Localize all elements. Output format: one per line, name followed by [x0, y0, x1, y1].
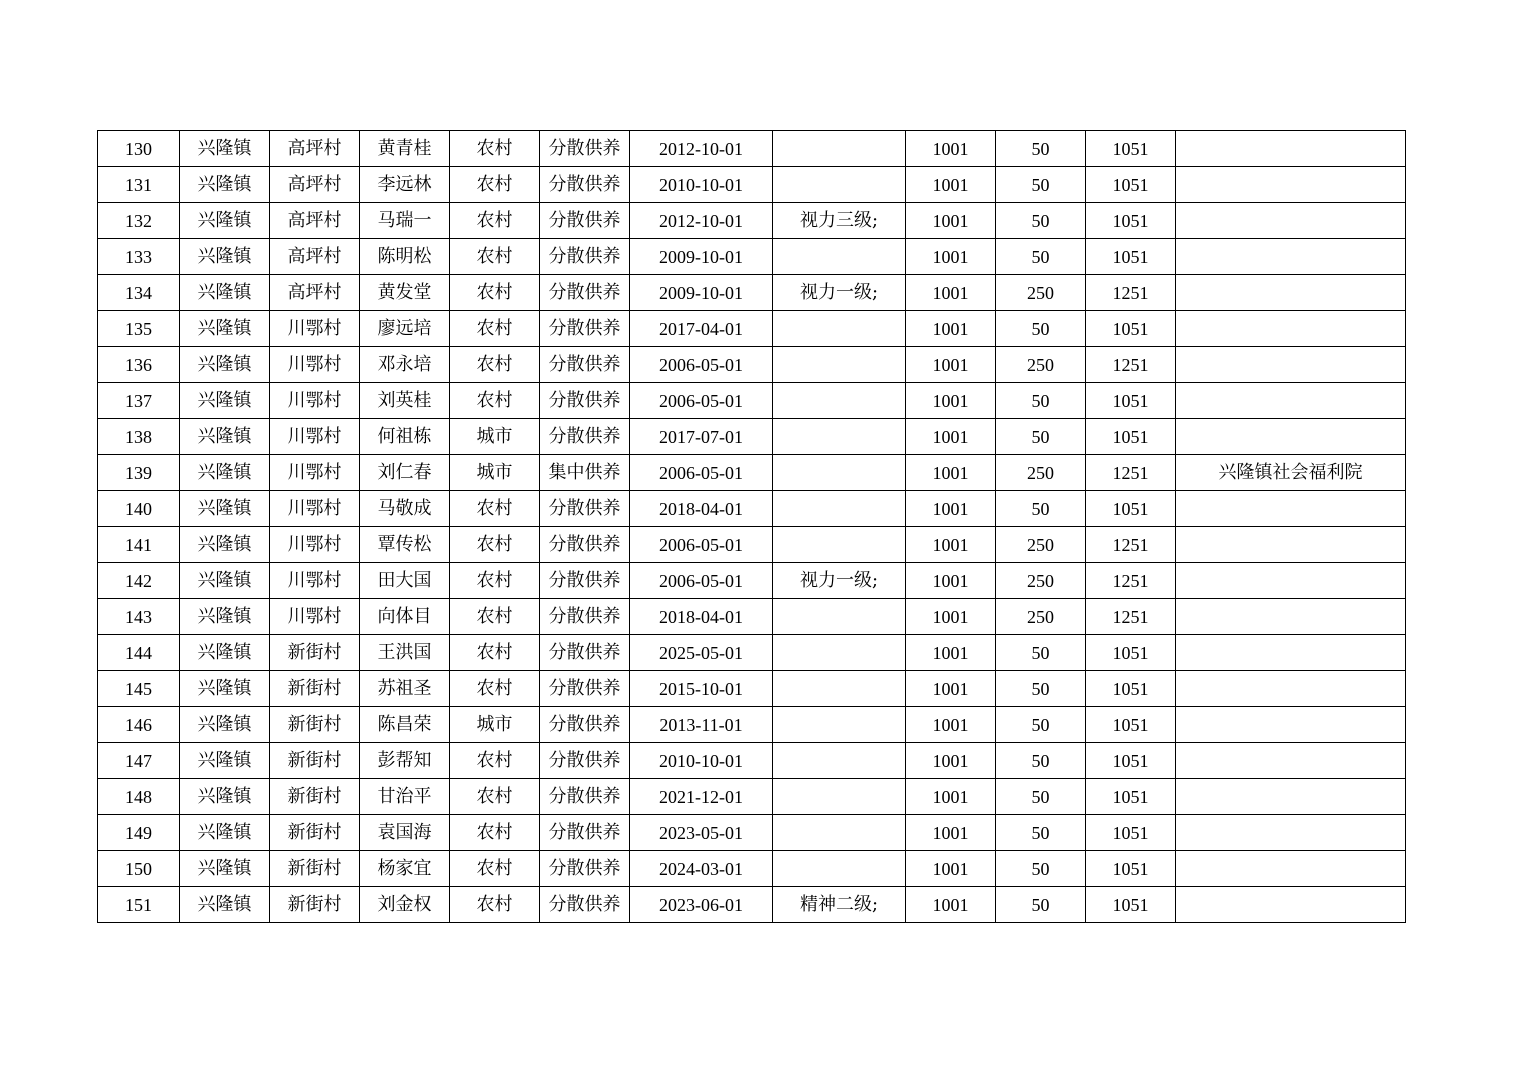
cell-total-amount: 1051: [1086, 203, 1176, 239]
cell-disability: [773, 383, 906, 419]
cell-area-type: 农村: [450, 815, 540, 851]
cell-extra-amount: 50: [996, 887, 1086, 923]
table-row: [98, 707, 1406, 743]
cell-village: 新街村: [270, 779, 360, 815]
table-row: [98, 527, 1406, 563]
cell-total-amount: 1251: [1086, 599, 1176, 635]
cell-start-date: 2017-07-01: [630, 419, 773, 455]
cell-village: 川鄂村: [270, 563, 360, 599]
table-row: [98, 455, 1406, 491]
cell-institution: 兴隆镇社会福利院: [1176, 455, 1406, 491]
cell-name: 苏祖圣: [360, 671, 450, 707]
cell-institution: [1176, 779, 1406, 815]
cell-extra-amount: 50: [996, 707, 1086, 743]
cell-index: 139: [98, 455, 180, 491]
table-body: [98, 131, 1406, 923]
cell-institution: [1176, 491, 1406, 527]
cell-disability: 视力一级;: [773, 563, 906, 599]
cell-institution: [1176, 887, 1406, 923]
table-row: [98, 347, 1406, 383]
cell-institution: [1176, 743, 1406, 779]
cell-town: 兴隆镇: [180, 491, 270, 527]
cell-support-type: 分散供养: [540, 779, 630, 815]
cell-support-type: 分散供养: [540, 275, 630, 311]
cell-name: 黄青桂: [360, 131, 450, 167]
cell-support-type: 分散供养: [540, 707, 630, 743]
cell-town: 兴隆镇: [180, 203, 270, 239]
cell-support-type: 分散供养: [540, 599, 630, 635]
cell-base-amount: 1001: [906, 239, 996, 275]
cell-name: 王洪国: [360, 635, 450, 671]
cell-village: 新街村: [270, 707, 360, 743]
cell-index: 133: [98, 239, 180, 275]
cell-index: 140: [98, 491, 180, 527]
cell-base-amount: 1001: [906, 635, 996, 671]
cell-support-type: 分散供养: [540, 851, 630, 887]
cell-support-type: 分散供养: [540, 383, 630, 419]
cell-institution: [1176, 167, 1406, 203]
cell-village: 川鄂村: [270, 347, 360, 383]
cell-village: 川鄂村: [270, 311, 360, 347]
cell-area-type: 农村: [450, 527, 540, 563]
cell-area-type: 农村: [450, 743, 540, 779]
cell-total-amount: 1051: [1086, 167, 1176, 203]
cell-area-type: 农村: [450, 275, 540, 311]
cell-total-amount: 1251: [1086, 275, 1176, 311]
cell-total-amount: 1251: [1086, 527, 1176, 563]
cell-base-amount: 1001: [906, 671, 996, 707]
table-row: [98, 887, 1406, 923]
cell-start-date: 2006-05-01: [630, 527, 773, 563]
cell-base-amount: 1001: [906, 347, 996, 383]
cell-base-amount: 1001: [906, 779, 996, 815]
table-row: [98, 275, 1406, 311]
cell-extra-amount: 250: [996, 527, 1086, 563]
cell-village: 川鄂村: [270, 419, 360, 455]
cell-name: 刘金权: [360, 887, 450, 923]
cell-town: 兴隆镇: [180, 527, 270, 563]
cell-support-type: 集中供养: [540, 455, 630, 491]
cell-extra-amount: 250: [996, 275, 1086, 311]
table-row: [98, 671, 1406, 707]
cell-start-date: 2009-10-01: [630, 239, 773, 275]
table-row: [98, 311, 1406, 347]
cell-name: 刘仁春: [360, 455, 450, 491]
cell-area-type: 农村: [450, 131, 540, 167]
cell-support-type: 分散供养: [540, 887, 630, 923]
cell-start-date: 2023-05-01: [630, 815, 773, 851]
cell-area-type: 农村: [450, 347, 540, 383]
table-row: [98, 491, 1406, 527]
cell-base-amount: 1001: [906, 743, 996, 779]
cell-town: 兴隆镇: [180, 779, 270, 815]
cell-name: 杨家宜: [360, 851, 450, 887]
cell-total-amount: 1051: [1086, 851, 1176, 887]
cell-town: 兴隆镇: [180, 887, 270, 923]
cell-total-amount: 1251: [1086, 347, 1176, 383]
cell-town: 兴隆镇: [180, 671, 270, 707]
cell-base-amount: 1001: [906, 599, 996, 635]
cell-start-date: 2006-05-01: [630, 563, 773, 599]
cell-name: 袁国海: [360, 815, 450, 851]
cell-support-type: 分散供养: [540, 347, 630, 383]
cell-index: 151: [98, 887, 180, 923]
cell-village: 高坪村: [270, 203, 360, 239]
cell-base-amount: 1001: [906, 275, 996, 311]
cell-disability: [773, 671, 906, 707]
cell-disability: [773, 851, 906, 887]
cell-disability: [773, 779, 906, 815]
cell-start-date: 2010-10-01: [630, 167, 773, 203]
cell-name: 邓永培: [360, 347, 450, 383]
cell-disability: [773, 527, 906, 563]
cell-start-date: 2010-10-01: [630, 743, 773, 779]
cell-base-amount: 1001: [906, 131, 996, 167]
cell-start-date: 2012-10-01: [630, 131, 773, 167]
cell-town: 兴隆镇: [180, 131, 270, 167]
cell-area-type: 农村: [450, 383, 540, 419]
cell-village: 高坪村: [270, 167, 360, 203]
cell-town: 兴隆镇: [180, 239, 270, 275]
cell-support-type: 分散供养: [540, 167, 630, 203]
cell-base-amount: 1001: [906, 887, 996, 923]
table-row: [98, 419, 1406, 455]
cell-total-amount: 1051: [1086, 239, 1176, 275]
cell-institution: [1176, 599, 1406, 635]
cell-area-type: 城市: [450, 455, 540, 491]
cell-total-amount: 1251: [1086, 563, 1176, 599]
cell-extra-amount: 50: [996, 851, 1086, 887]
cell-total-amount: 1051: [1086, 815, 1176, 851]
cell-start-date: 2006-05-01: [630, 455, 773, 491]
cell-name: 黄发堂: [360, 275, 450, 311]
cell-area-type: 农村: [450, 887, 540, 923]
cell-total-amount: 1051: [1086, 887, 1176, 923]
cell-area-type: 农村: [450, 851, 540, 887]
cell-institution: [1176, 347, 1406, 383]
table-row: [98, 815, 1406, 851]
cell-index: 142: [98, 563, 180, 599]
cell-town: 兴隆镇: [180, 851, 270, 887]
cell-total-amount: 1051: [1086, 671, 1176, 707]
cell-start-date: 2021-12-01: [630, 779, 773, 815]
cell-extra-amount: 250: [996, 599, 1086, 635]
cell-disability: [773, 239, 906, 275]
cell-extra-amount: 250: [996, 563, 1086, 599]
cell-village: 川鄂村: [270, 383, 360, 419]
cell-total-amount: 1051: [1086, 779, 1176, 815]
cell-start-date: 2012-10-01: [630, 203, 773, 239]
table-row: [98, 563, 1406, 599]
cell-area-type: 农村: [450, 671, 540, 707]
cell-start-date: 2006-05-01: [630, 383, 773, 419]
cell-name: 彭帮知: [360, 743, 450, 779]
cell-institution: [1176, 527, 1406, 563]
cell-name: 田大国: [360, 563, 450, 599]
cell-index: 136: [98, 347, 180, 383]
cell-start-date: 2018-04-01: [630, 491, 773, 527]
cell-town: 兴隆镇: [180, 383, 270, 419]
cell-name: 廖远培: [360, 311, 450, 347]
cell-town: 兴隆镇: [180, 455, 270, 491]
cell-institution: [1176, 275, 1406, 311]
cell-institution: [1176, 383, 1406, 419]
cell-support-type: 分散供养: [540, 527, 630, 563]
cell-base-amount: 1001: [906, 563, 996, 599]
cell-index: 143: [98, 599, 180, 635]
table-row: [98, 167, 1406, 203]
cell-extra-amount: 50: [996, 203, 1086, 239]
cell-institution: [1176, 239, 1406, 275]
cell-start-date: 2025-05-01: [630, 635, 773, 671]
cell-support-type: 分散供养: [540, 635, 630, 671]
table-row: [98, 383, 1406, 419]
cell-index: 138: [98, 419, 180, 455]
table-row: [98, 635, 1406, 671]
cell-village: 高坪村: [270, 131, 360, 167]
cell-area-type: 城市: [450, 707, 540, 743]
cell-disability: 视力三级;: [773, 203, 906, 239]
cell-disability: [773, 131, 906, 167]
cell-extra-amount: 250: [996, 347, 1086, 383]
cell-extra-amount: 50: [996, 635, 1086, 671]
cell-extra-amount: 50: [996, 131, 1086, 167]
cell-index: 148: [98, 779, 180, 815]
cell-institution: [1176, 707, 1406, 743]
cell-total-amount: 1051: [1086, 707, 1176, 743]
cell-total-amount: 1251: [1086, 455, 1176, 491]
cell-index: 130: [98, 131, 180, 167]
cell-disability: [773, 635, 906, 671]
cell-village: 新街村: [270, 887, 360, 923]
table-row: [98, 131, 1406, 167]
cell-town: 兴隆镇: [180, 635, 270, 671]
cell-start-date: 2017-04-01: [630, 311, 773, 347]
cell-extra-amount: 50: [996, 383, 1086, 419]
cell-total-amount: 1051: [1086, 491, 1176, 527]
cell-extra-amount: 50: [996, 779, 1086, 815]
cell-extra-amount: 50: [996, 671, 1086, 707]
cell-village: 新街村: [270, 815, 360, 851]
cell-town: 兴隆镇: [180, 743, 270, 779]
cell-town: 兴隆镇: [180, 347, 270, 383]
table-row: [98, 743, 1406, 779]
cell-village: 川鄂村: [270, 455, 360, 491]
cell-index: 135: [98, 311, 180, 347]
cell-area-type: 农村: [450, 779, 540, 815]
cell-index: 149: [98, 815, 180, 851]
cell-start-date: 2023-06-01: [630, 887, 773, 923]
cell-index: 144: [98, 635, 180, 671]
cell-support-type: 分散供养: [540, 131, 630, 167]
cell-village: 新街村: [270, 671, 360, 707]
cell-index: 145: [98, 671, 180, 707]
cell-disability: 精神二级;: [773, 887, 906, 923]
cell-base-amount: 1001: [906, 167, 996, 203]
cell-support-type: 分散供养: [540, 491, 630, 527]
cell-extra-amount: 50: [996, 239, 1086, 275]
cell-base-amount: 1001: [906, 203, 996, 239]
cell-disability: [773, 311, 906, 347]
cell-disability: [773, 815, 906, 851]
cell-town: 兴隆镇: [180, 563, 270, 599]
table-row: [98, 851, 1406, 887]
cell-town: 兴隆镇: [180, 815, 270, 851]
cell-base-amount: 1001: [906, 527, 996, 563]
cell-village: 高坪村: [270, 239, 360, 275]
cell-total-amount: 1051: [1086, 635, 1176, 671]
cell-institution: [1176, 131, 1406, 167]
cell-total-amount: 1051: [1086, 743, 1176, 779]
cell-name: 覃传松: [360, 527, 450, 563]
cell-name: 李远林: [360, 167, 450, 203]
cell-index: 137: [98, 383, 180, 419]
cell-area-type: 农村: [450, 599, 540, 635]
cell-base-amount: 1001: [906, 311, 996, 347]
cell-name: 陈明松: [360, 239, 450, 275]
cell-institution: [1176, 851, 1406, 887]
cell-area-type: 农村: [450, 635, 540, 671]
cell-total-amount: 1051: [1086, 419, 1176, 455]
cell-institution: [1176, 563, 1406, 599]
cell-support-type: 分散供养: [540, 743, 630, 779]
cell-name: 何祖栋: [360, 419, 450, 455]
cell-index: 150: [98, 851, 180, 887]
cell-start-date: 2015-10-01: [630, 671, 773, 707]
cell-base-amount: 1001: [906, 491, 996, 527]
cell-name: 马瑞一: [360, 203, 450, 239]
cell-index: 146: [98, 707, 180, 743]
cell-support-type: 分散供养: [540, 203, 630, 239]
cell-support-type: 分散供养: [540, 311, 630, 347]
cell-area-type: 农村: [450, 311, 540, 347]
cell-base-amount: 1001: [906, 815, 996, 851]
cell-disability: [773, 347, 906, 383]
cell-extra-amount: 250: [996, 455, 1086, 491]
cell-name: 马敬成: [360, 491, 450, 527]
cell-support-type: 分散供养: [540, 671, 630, 707]
cell-disability: [773, 707, 906, 743]
cell-support-type: 分散供养: [540, 419, 630, 455]
cell-town: 兴隆镇: [180, 599, 270, 635]
cell-extra-amount: 50: [996, 311, 1086, 347]
cell-disability: 视力一级;: [773, 275, 906, 311]
cell-area-type: 城市: [450, 419, 540, 455]
cell-area-type: 农村: [450, 491, 540, 527]
cell-index: 131: [98, 167, 180, 203]
cell-institution: [1176, 203, 1406, 239]
cell-institution: [1176, 815, 1406, 851]
cell-extra-amount: 50: [996, 419, 1086, 455]
cell-village: 新街村: [270, 851, 360, 887]
cell-base-amount: 1001: [906, 455, 996, 491]
cell-support-type: 分散供养: [540, 815, 630, 851]
cell-institution: [1176, 419, 1406, 455]
cell-name: 刘英桂: [360, 383, 450, 419]
cell-disability: [773, 167, 906, 203]
cell-area-type: 农村: [450, 203, 540, 239]
cell-extra-amount: 50: [996, 815, 1086, 851]
cell-index: 147: [98, 743, 180, 779]
cell-town: 兴隆镇: [180, 167, 270, 203]
cell-village: 川鄂村: [270, 599, 360, 635]
cell-base-amount: 1001: [906, 851, 996, 887]
cell-village: 新街村: [270, 743, 360, 779]
roster-table: [97, 130, 1406, 923]
cell-town: 兴隆镇: [180, 311, 270, 347]
table-row: [98, 599, 1406, 635]
cell-village: 川鄂村: [270, 491, 360, 527]
cell-support-type: 分散供养: [540, 563, 630, 599]
cell-disability: [773, 419, 906, 455]
cell-institution: [1176, 311, 1406, 347]
cell-institution: [1176, 635, 1406, 671]
cell-start-date: 2018-04-01: [630, 599, 773, 635]
cell-name: 向体目: [360, 599, 450, 635]
cell-village: 川鄂村: [270, 527, 360, 563]
cell-disability: [773, 743, 906, 779]
cell-disability: [773, 599, 906, 635]
table-row: [98, 239, 1406, 275]
cell-village: 新街村: [270, 635, 360, 671]
cell-support-type: 分散供养: [540, 239, 630, 275]
cell-area-type: 农村: [450, 239, 540, 275]
cell-start-date: 2006-05-01: [630, 347, 773, 383]
cell-town: 兴隆镇: [180, 419, 270, 455]
cell-start-date: 2009-10-01: [630, 275, 773, 311]
cell-base-amount: 1001: [906, 383, 996, 419]
cell-disability: [773, 491, 906, 527]
cell-total-amount: 1051: [1086, 131, 1176, 167]
cell-base-amount: 1001: [906, 419, 996, 455]
cell-index: 141: [98, 527, 180, 563]
cell-name: 甘治平: [360, 779, 450, 815]
cell-institution: [1176, 671, 1406, 707]
cell-extra-amount: 50: [996, 743, 1086, 779]
cell-extra-amount: 50: [996, 491, 1086, 527]
cell-extra-amount: 50: [996, 167, 1086, 203]
table-row: [98, 779, 1406, 815]
cell-name: 陈昌荣: [360, 707, 450, 743]
table-row: [98, 203, 1406, 239]
cell-total-amount: 1051: [1086, 383, 1176, 419]
cell-area-type: 农村: [450, 167, 540, 203]
cell-index: 132: [98, 203, 180, 239]
cell-index: 134: [98, 275, 180, 311]
cell-disability: [773, 455, 906, 491]
cell-village: 高坪村: [270, 275, 360, 311]
cell-base-amount: 1001: [906, 707, 996, 743]
cell-total-amount: 1051: [1086, 311, 1176, 347]
cell-start-date: 2013-11-01: [630, 707, 773, 743]
cell-start-date: 2024-03-01: [630, 851, 773, 887]
cell-town: 兴隆镇: [180, 275, 270, 311]
cell-area-type: 农村: [450, 563, 540, 599]
cell-town: 兴隆镇: [180, 707, 270, 743]
